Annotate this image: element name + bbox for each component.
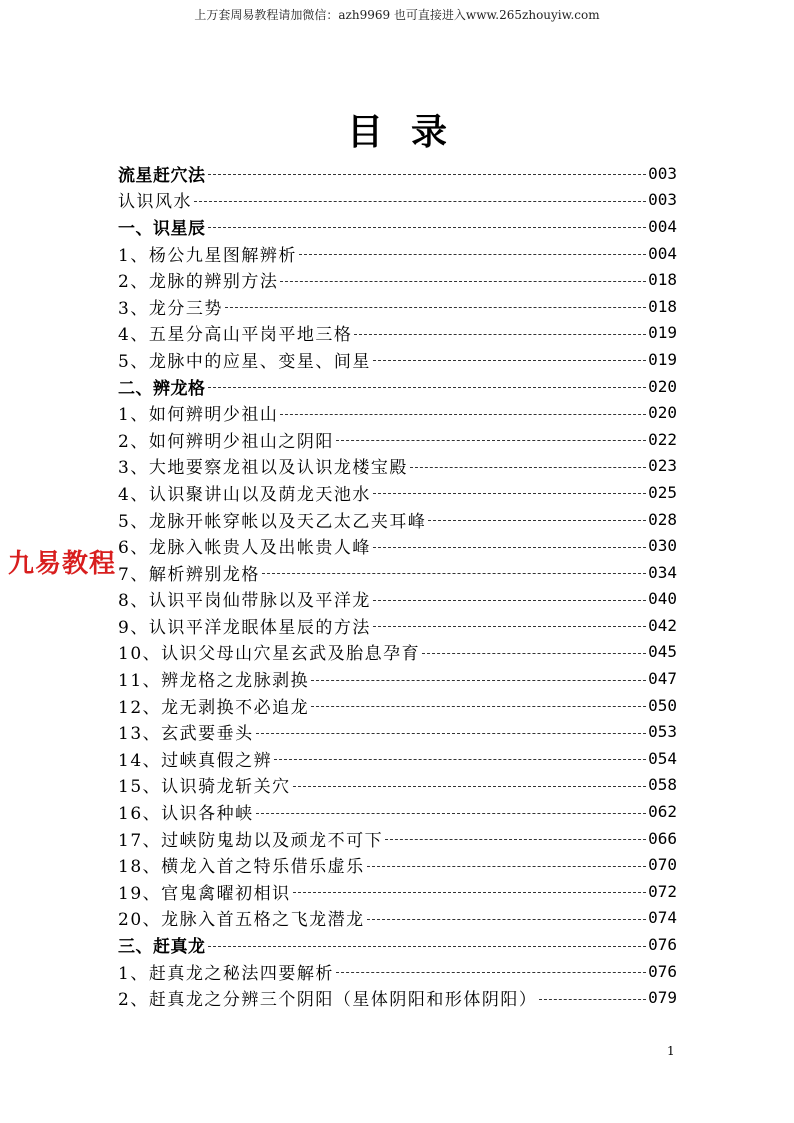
toc-leader-dashes [373, 547, 646, 549]
page-number: 1 [667, 1044, 675, 1058]
toc-entry-label: 15、认识骑龙斩关穴 [118, 777, 291, 798]
toc-entry-label: 8、认识平岗仙带脉以及平洋龙 [118, 591, 371, 612]
toc-entry-page: 023 [648, 456, 677, 476]
toc-entry[interactable] [118, 479, 677, 506]
toc-entry-page: 025 [648, 482, 677, 502]
toc-entry-label: 二、辨龙格 [118, 378, 206, 399]
toc-entry-label: 5、龙脉中的应星、变星、间星 [118, 351, 371, 372]
toc-leader-dashes [367, 919, 646, 921]
toc-entry-page: 003 [648, 190, 677, 210]
toc-leader-dashes [225, 307, 646, 309]
toc-entry-label: 12、龙无剥换不必追龙 [118, 697, 310, 718]
toc-entry-page: 034 [648, 562, 677, 582]
toc-entry[interactable] [118, 346, 677, 373]
toc-entry-label: 14、过峡真假之辨 [118, 750, 273, 771]
toc-entry-label: 1、赶真龙之秘法四要解析 [118, 963, 334, 984]
toc-leader-dashes [373, 626, 646, 628]
toc-section-heading[interactable] [118, 373, 677, 400]
toc-entry[interactable] [118, 559, 677, 586]
toc-entry-page: 072 [648, 881, 677, 901]
toc-entry-page: 019 [648, 323, 677, 343]
toc-entry[interactable] [118, 240, 677, 267]
toc-leader-dashes [539, 999, 646, 1001]
toc-entry-page: 019 [648, 349, 677, 369]
toc-entry-label: 流星赶穴法 [118, 165, 206, 186]
toc-leader-dashes [194, 201, 646, 203]
toc-entry-page: 050 [648, 695, 677, 715]
toc-entry-page: 040 [648, 589, 677, 609]
toc-leader-dashes [373, 360, 646, 362]
toc-entry-page: 047 [648, 669, 677, 689]
toc-entry[interactable] [118, 878, 677, 905]
toc-leader-dashes [336, 972, 646, 974]
toc-entry-label: 9、认识平洋龙眠体星辰的方法 [118, 617, 371, 638]
toc-entry-label: 三、赶真龙 [118, 937, 206, 958]
toc-entry[interactable] [118, 958, 677, 985]
toc-leader-dashes [311, 680, 646, 682]
toc-entry[interactable] [118, 426, 677, 453]
toc-leader-dashes [256, 733, 646, 735]
toc-entry[interactable] [118, 266, 677, 293]
toc-entry-page: 020 [648, 403, 677, 423]
toc-entry[interactable] [118, 825, 677, 852]
toc-entry-page: 042 [648, 615, 677, 635]
table-of-contents [118, 160, 677, 1011]
toc-leader-dashes [410, 467, 646, 469]
toc-entry[interactable] [118, 984, 677, 1011]
toc-entry-page: 076 [648, 935, 677, 955]
toc-leader-dashes [262, 573, 646, 575]
toc-entry[interactable] [118, 399, 677, 426]
toc-entry-label: 6、龙脉入帐贵人及出帐贵人峰 [118, 538, 371, 559]
toc-leader-dashes [280, 414, 646, 416]
toc-entry-page: 030 [648, 536, 677, 556]
toc-entry-label: 4、认识聚讲山以及荫龙天池水 [118, 484, 371, 505]
toc-entry[interactable] [118, 851, 677, 878]
toc-entry-page: 070 [648, 855, 677, 875]
toc-leader-dashes [256, 813, 646, 815]
toc-entry[interactable] [118, 772, 677, 799]
toc-leader-dashes [354, 334, 646, 336]
toc-entry-label: 19、官鬼禽曜初相识 [118, 883, 291, 904]
toc-section-heading[interactable] [118, 160, 677, 187]
toc-entry-label: 7、解析辨别龙格 [118, 564, 260, 585]
toc-entry[interactable] [118, 612, 677, 639]
toc-entry-label: 3、龙分三势 [118, 298, 223, 319]
toc-entry[interactable] [118, 506, 677, 533]
toc-entry-label: 5、龙脉开帐穿帐以及天乙太乙夹耳峰 [118, 511, 427, 532]
toc-leader-dashes [422, 653, 646, 655]
toc-entry[interactable] [118, 798, 677, 825]
toc-entry-label: 4、五星分高山平岗平地三格 [118, 325, 353, 346]
toc-entry-page: 062 [648, 802, 677, 822]
toc-entry-page: 079 [648, 988, 677, 1008]
toc-entry-page: 018 [648, 296, 677, 316]
toc-leader-dashes [299, 254, 646, 256]
page-title: 目录 [346, 112, 475, 153]
toc-entry-label: 一、识星辰 [118, 218, 206, 239]
toc-entry[interactable] [118, 665, 677, 692]
toc-entry-label: 3、大地要察龙祖以及认识龙楼宝殿 [118, 458, 408, 479]
toc-entry[interactable] [118, 293, 677, 320]
toc-entry-page: 004 [648, 216, 677, 236]
toc-leader-dashes [311, 706, 646, 708]
page-header: 上万套周易教程请加微信：azh9969 也可直接进入www.265zhouyiw.com [194, 8, 600, 22]
toc-entry[interactable] [118, 745, 677, 772]
toc-leader-dashes [293, 786, 646, 788]
toc-entry-page: 022 [648, 429, 677, 449]
toc-section-heading[interactable] [118, 213, 677, 240]
toc-entry[interactable] [118, 187, 677, 214]
toc-entry[interactable] [118, 586, 677, 613]
toc-entry[interactable] [118, 905, 677, 932]
toc-entry-label: 16、认识各种峡 [118, 804, 254, 825]
toc-entry-page: 020 [648, 376, 677, 396]
toc-entry-label: 2、如何辨明少祖山之阴阳 [118, 431, 334, 452]
toc-leader-dashes [208, 387, 647, 389]
toc-leader-dashes [208, 946, 647, 948]
toc-entry-page: 045 [648, 642, 677, 662]
toc-entry-page: 058 [648, 775, 677, 795]
toc-entry[interactable] [118, 532, 677, 559]
toc-entry-page: 053 [648, 722, 677, 742]
toc-entry-page: 003 [648, 163, 677, 183]
toc-entry-page: 076 [648, 961, 677, 981]
toc-leader-dashes [367, 866, 646, 868]
toc-leader-dashes [428, 520, 646, 522]
toc-entry[interactable] [118, 453, 677, 480]
toc-entry-page: 028 [648, 509, 677, 529]
toc-entry-label: 1、如何辨明少祖山 [118, 405, 279, 426]
toc-entry-label: 11、辨龙格之龙脉剥换 [118, 671, 310, 692]
toc-entry-page: 054 [648, 748, 677, 768]
toc-entry[interactable] [118, 639, 677, 666]
toc-leader-dashes [274, 759, 646, 761]
toc-leader-dashes [280, 281, 646, 283]
toc-entry-page: 074 [648, 908, 677, 928]
toc-entry-label: 10、认识父母山穴星玄武及胎息孕育 [118, 644, 421, 665]
toc-leader-dashes [336, 440, 646, 442]
toc-entry-page: 066 [648, 828, 677, 848]
toc-entry-label: 20、龙脉入首五格之飞龙潜龙 [118, 910, 365, 931]
toc-entry-label: 2、赶真龙之分辨三个阴阳（星体阴阳和形体阴阳） [118, 990, 538, 1011]
toc-entry[interactable] [118, 320, 677, 347]
toc-leader-dashes [385, 839, 646, 841]
toc-leader-dashes [373, 600, 646, 602]
toc-entry-page: 004 [648, 243, 677, 263]
toc-entry-label: 18、横龙入首之特乐借乐虚乐 [118, 857, 365, 878]
toc-entry-label: 13、玄武要垂头 [118, 724, 254, 745]
toc-leader-dashes [293, 892, 646, 894]
toc-entry-page: 018 [648, 270, 677, 290]
toc-leader-dashes [373, 493, 646, 495]
toc-entry-label: 1、杨公九星图解辨析 [118, 245, 297, 266]
toc-section-heading[interactable] [118, 931, 677, 958]
toc-entry[interactable] [118, 718, 677, 745]
toc-entry-label: 2、龙脉的辨别方法 [118, 272, 279, 293]
toc-entry-label: 认识风水 [118, 192, 192, 213]
toc-entry[interactable] [118, 692, 677, 719]
toc-leader-dashes [208, 227, 647, 229]
toc-entry-label: 17、过峡防鬼劫以及顽龙不可下 [118, 830, 384, 851]
watermark-logo: 九易教程 [8, 549, 117, 579]
toc-leader-dashes [208, 174, 647, 176]
